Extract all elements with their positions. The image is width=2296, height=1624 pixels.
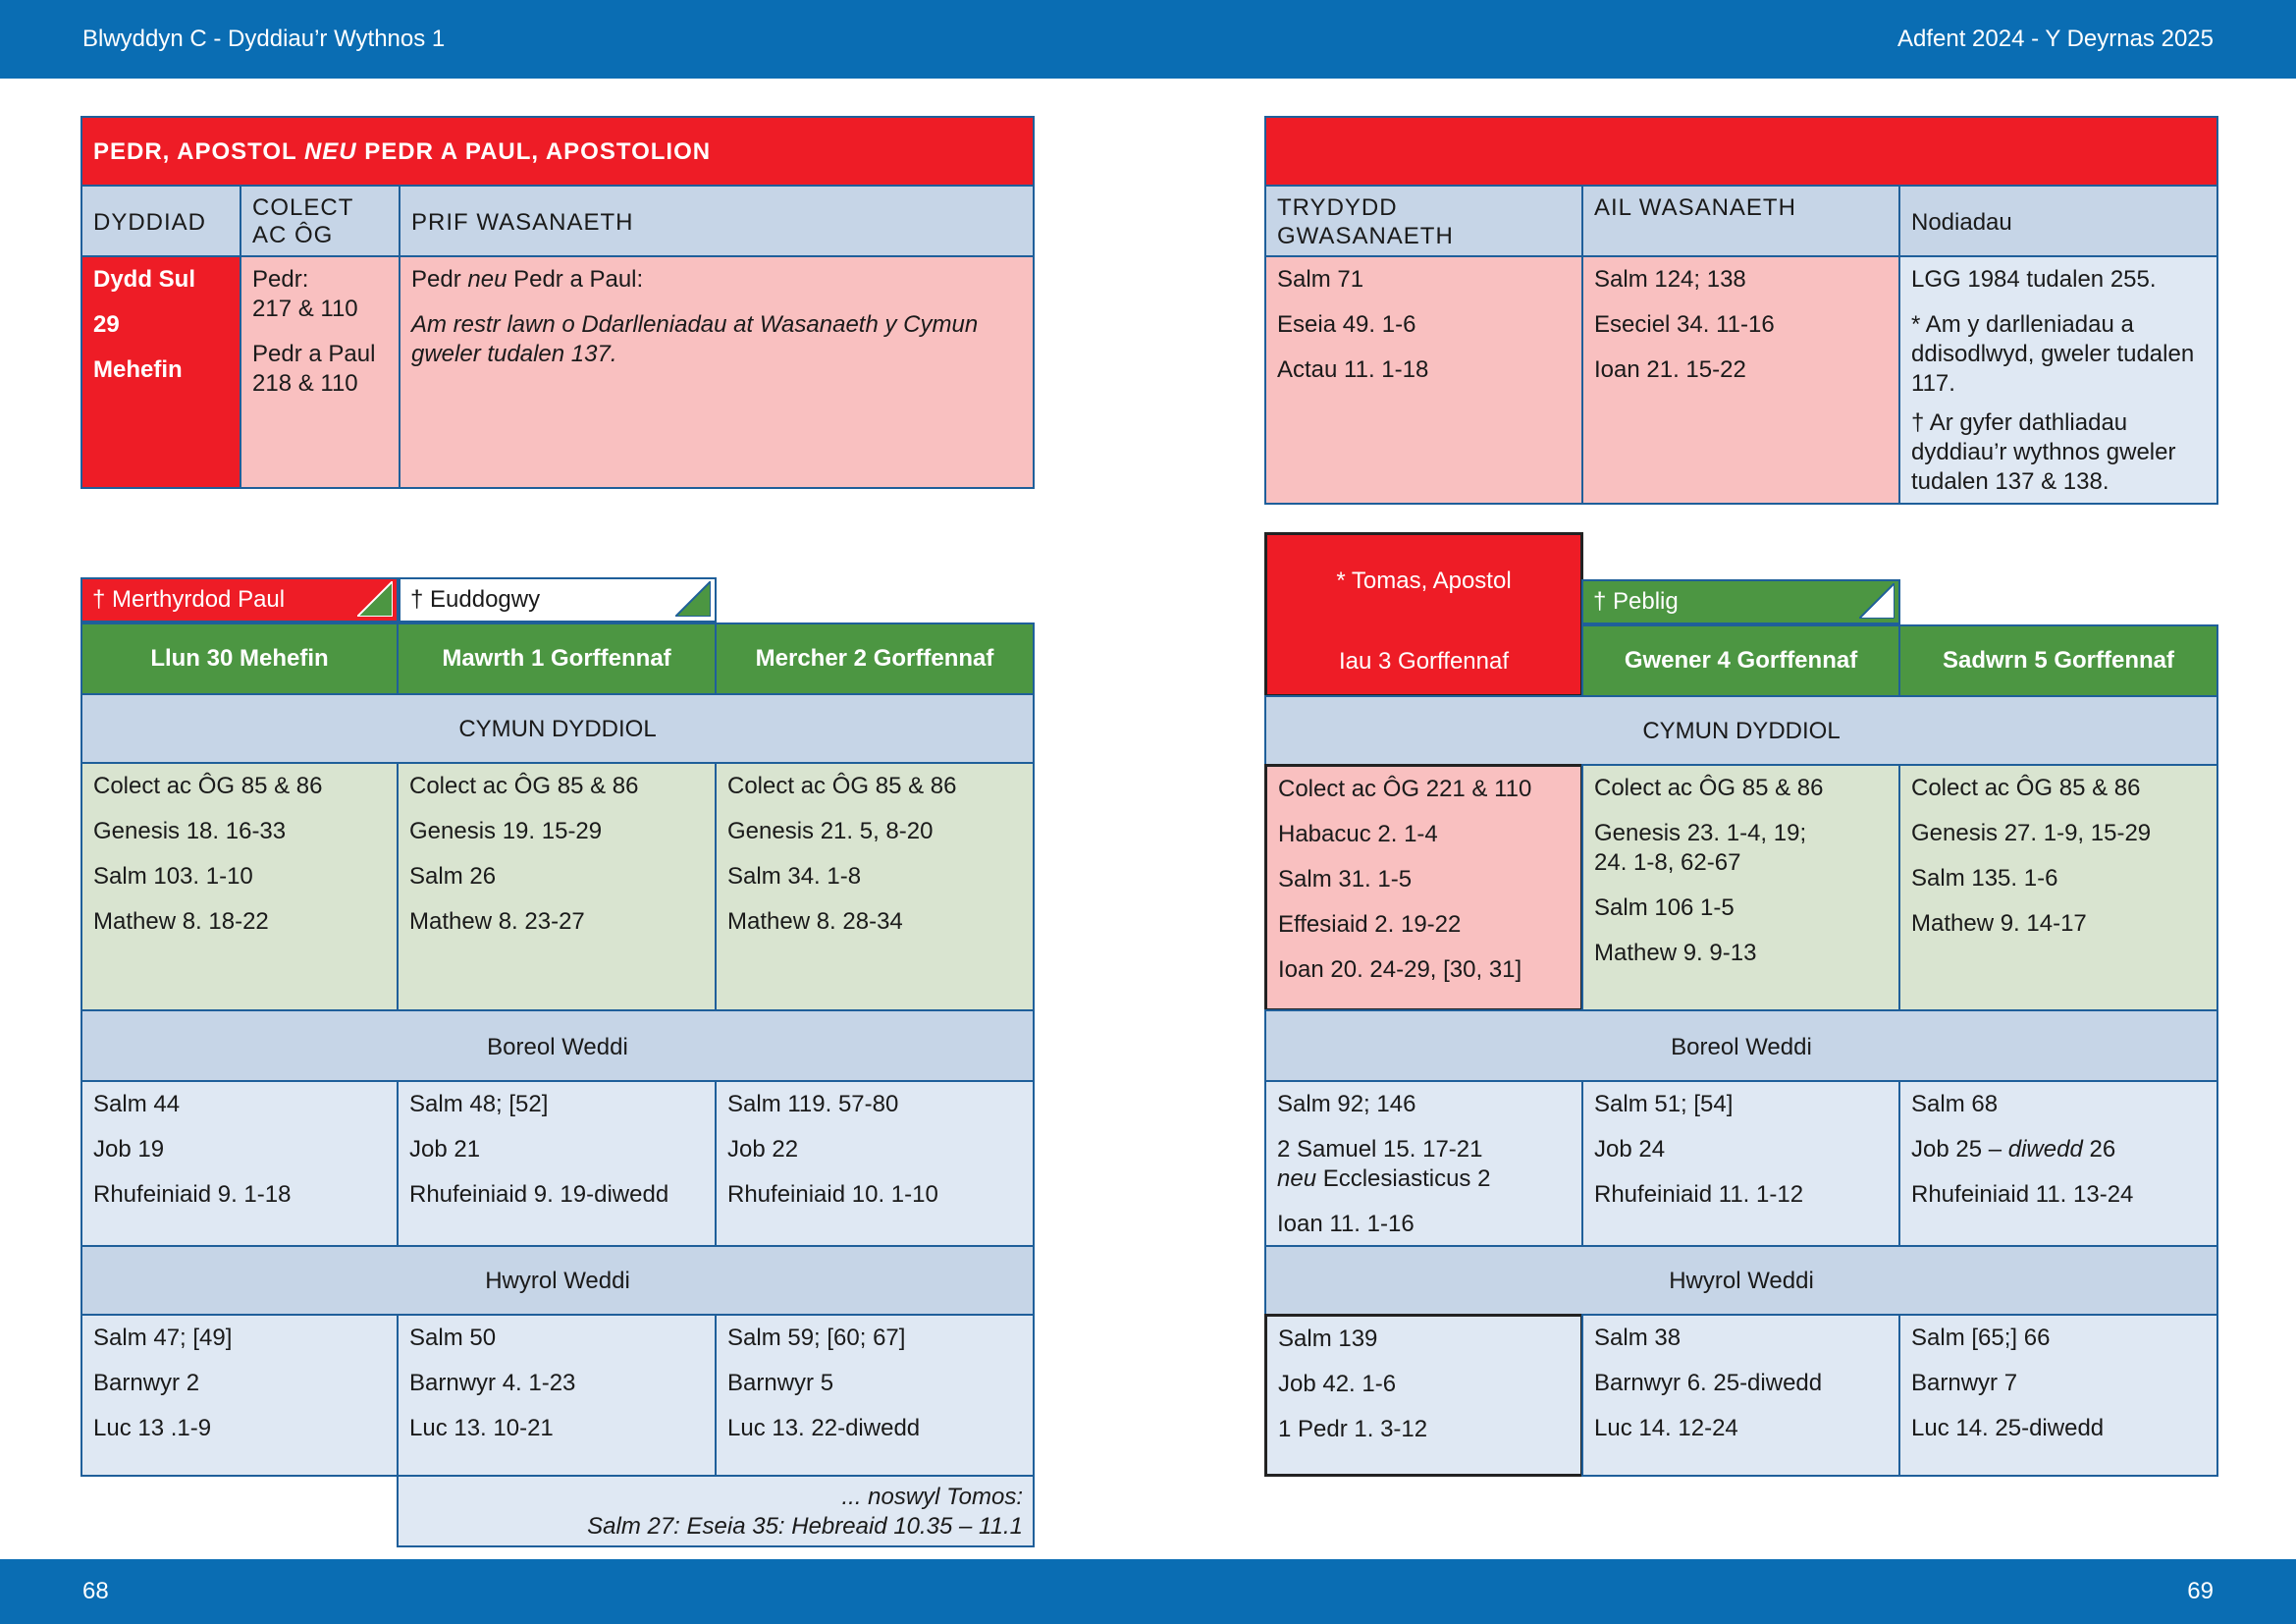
section-hwyrol-weddi-left: Hwyrol Weddi (80, 1245, 1035, 1316)
page-header (0, 0, 2296, 79)
col-header-main-service: PRIF WASANAETH (399, 185, 1035, 257)
morning-cell-mawrth: Salm 48; [52] Job 21 Rhufeiniaid 9. 19-diwedd (397, 1080, 717, 1247)
main-service-note: Am restr lawn o Ddarlleniadau at Wasanaeth y Cymun gweler tudalen 137. (411, 311, 979, 367)
morning-cell-llun: Salm 44 Job 19 Rhufeiniaid 9. 1-18 (80, 1080, 399, 1247)
communion-cell-gwener: Colect ac ÔG 85 & 86 Genesis 23. 1-4, 19; 24. 1-8, 62-67 Salm 106 1-5 Mathew 9. 9-13 (1581, 764, 1900, 1011)
corner-triangle-icon (1859, 583, 1895, 619)
evening-cell-mercher: Salm 59; [60; 67] Barnwyr 5 Luc 13. 22-diwedd (715, 1314, 1035, 1477)
thomas-feast-header: * Tomas, Apostol Iau 3 Gorffennaf (1264, 532, 1583, 697)
section-cymun-dyddiol-left: CYMUN DYDDIOL (80, 693, 1035, 764)
header-right: Adfent 2024 - Y Deyrnas 2025 (1896, 26, 2214, 52)
feast-title: PEDR, APOSTOL NEU PEDR A PAUL, APOSTOLION (80, 116, 1035, 187)
notes-cell: LGG 1984 tudalen 255. * Am y darlleniadau a ddisodlwyd, gweler tudalen 117. † Ar gyfer dathliadau dyddiau’r wythnos gweler tudalen 137 & 138. (1898, 255, 2218, 505)
second-service-cell: Salm 124; 138 Eseciel 34. 11-16 Ioan 21. 15-22 (1581, 255, 1900, 505)
communion-cell-mercher: Colect ac ÔG 85 & 86 Genesis 21. 5, 8-20 Salm 34. 1-8 Mathew 8. 28-34 (715, 762, 1035, 1011)
evening-cell-sadwrn: Salm [65;] 66 Barnwyr 7 Luc 14. 25-diwedd (1898, 1314, 2218, 1477)
section-hwyrol-weddi-right: Hwyrol Weddi (1264, 1245, 2218, 1316)
page-footer (0, 1559, 2296, 1624)
col-header-date: DYDDIAD (80, 185, 241, 257)
third-service-cell: Salm 71 Eseia 49. 1-6 Actau 11. 1-18 (1264, 255, 1583, 505)
morning-cell-mercher: Salm 119. 57-80 Job 22 Rhufeiniaid 10. 1-10 (715, 1080, 1035, 1247)
feast-collect-cell: Pedr: 217 & 110 Pedr a Paul 218 & 110 (240, 255, 400, 489)
tab-euddogwy: † Euddogwy (399, 577, 717, 623)
col-header-collect: COLECT AC ÔG (240, 185, 400, 257)
evening-cell-gwener: Salm 38 Barnwyr 6. 25-diwedd Luc 14. 12-24 (1581, 1314, 1900, 1477)
tab-peblig: † Peblig (1581, 579, 1900, 624)
feast-main-cell: Pedr neu Pedr a Paul: Am restr lawn o Ddarlleniadau at Wasanaeth y Cymun gweler tudalen 137. (399, 255, 1035, 489)
evening-cell-mawrth: Salm 50 Barnwyr 4. 1-23 Luc 13. 10-21 (397, 1314, 717, 1477)
morning-cell-sadwrn: Salm 68 Job 25 – diwedd 26 Rhufeiniaid 11. 13-24 (1898, 1080, 2218, 1247)
communion-cell-sadwrn: Colect ac ÔG 85 & 86 Genesis 27. 1-9, 15-29 Salm 135. 1-6 Mathew 9. 14-17 (1898, 764, 2218, 1011)
page-number-left: 68 (82, 1578, 109, 1604)
morning-cell-iau: Salm 92; 146 2 Samuel 15. 17-21 neu Ecclesiasticus 2 Ioan 11. 1-16 (1264, 1080, 1583, 1247)
corner-triangle-icon (675, 581, 711, 617)
day-header-mawrth: Mawrth 1 Gorffennaf (397, 623, 717, 695)
feast-title-continued (1264, 116, 2218, 187)
section-cymun-dyddiol-right: CYMUN DYDDIOL (1264, 695, 2218, 766)
day-header-llun: Llun 30 Mehefin (80, 623, 399, 695)
communion-cell-llun: Colect ac ÔG 85 & 86 Genesis 18. 16-33 Salm 103. 1-10 Mathew 8. 18-22 (80, 762, 399, 1011)
section-boreol-weddi-right: Boreol Weddi (1264, 1009, 2218, 1082)
tab-merthyrdod-paul: † Merthyrdod Paul (80, 577, 399, 623)
feast-title-neu: NEU (303, 138, 357, 165)
day-header-mercher: Mercher 2 Gorffennaf (715, 623, 1035, 695)
col-header-third-service: TRYDYDD GWASANAETH (1264, 185, 1583, 257)
evening-cell-iau: Salm 139 Job 42. 1-6 1 Pedr 1. 3-12 (1264, 1314, 1583, 1477)
day-header-gwener: Gwener 4 Gorffennaf (1581, 624, 1900, 697)
communion-cell-iau: Colect ac ÔG 221 & 110 Habacuc 2. 1-4 Salm 31. 1-5 Effesiaid 2. 19-22 Ioan 20. 24-29, [30, 31] (1264, 764, 1583, 1011)
header-left: Blwyddyn C - Dyddiau’r Wythnos 1 (82, 26, 446, 52)
col-header-second-service: AIL WASANAETH (1581, 185, 1900, 257)
col-header-notes: Nodiadau (1898, 185, 2218, 257)
evening-cell-llun: Salm 47; [49] Barnwyr 2 Luc 13 .1-9 (80, 1314, 399, 1477)
morning-cell-gwener: Salm 51; [54] Job 24 Rhufeiniaid 11. 1-12 (1581, 1080, 1900, 1247)
eve-of-thomas-note: ... noswyl Tomos: Salm 27: Eseia 35: Hebreaid 10.35 – 11.1 (397, 1475, 1035, 1547)
feast-date-cell: Dydd Sul 29 Mehefin (80, 255, 241, 489)
page-number-right: 69 (2187, 1578, 2214, 1604)
communion-cell-mawrth: Colect ac ÔG 85 & 86 Genesis 19. 15-29 Salm 26 Mathew 8. 23-27 (397, 762, 717, 1011)
section-boreol-weddi-left: Boreol Weddi (80, 1009, 1035, 1082)
day-header-sadwrn: Sadwrn 5 Gorffennaf (1898, 624, 2218, 697)
corner-triangle-icon (357, 581, 393, 617)
